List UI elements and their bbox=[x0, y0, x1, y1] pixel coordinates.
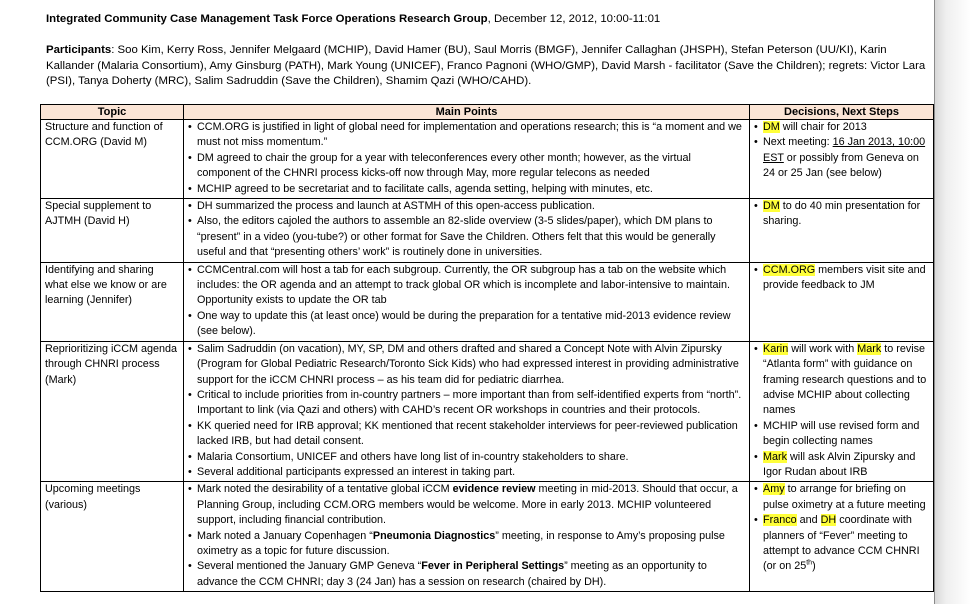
list-item: • MCHIP will use revised form and begin collecting names bbox=[754, 419, 929, 450]
topic-cell: Upcoming meetings (various) bbox=[41, 482, 184, 592]
decisions-cell bbox=[750, 199, 934, 263]
list-item: • Mark noted the desirability of a tentative global iCCM evidence review meeting in mid-2013. Should that occur, a Planning Group, including CCM.ORG members would be welcome. More in early 2013. MCHIP volunteered support, including financial contribution. bbox=[188, 482, 745, 528]
list-item: • Amy to arrange for briefing on pulse oximetry at a future meeting bbox=[754, 482, 929, 513]
list-item: • KK queried need for IRB approval; KK mentioned that recent stakeholder interviews for peer-reviewed publication lacked IRB, but had detail consent. bbox=[188, 419, 745, 450]
topic-cell: Identifying and sharing what else we know or are learning (Jennifer) bbox=[41, 262, 184, 341]
table-row bbox=[41, 120, 934, 199]
highlight: Amy bbox=[763, 483, 785, 496]
table-row bbox=[41, 482, 934, 592]
list-item: • Mark noted a January Copenhagen “Pneumonia Diagnostics” meeting, in response to Amy’s proposing pulse oximetry as a topic for future discussion. bbox=[188, 529, 745, 560]
highlight: Karin bbox=[763, 342, 789, 355]
points-cell bbox=[184, 199, 750, 263]
highlight: Franco bbox=[763, 514, 797, 527]
points-cell bbox=[184, 482, 750, 592]
document-title bbox=[46, 13, 660, 25]
minutes-table bbox=[40, 104, 934, 592]
highlight: DM bbox=[763, 200, 780, 213]
list-item: • Also, the editors cajoled the authors to assemble an 82-slide overview (3-5 slides/paper), which DM plans to “present” in a video (you-tube?) or other format for Save the Children. Others felt that this would be generally useful and that “presenting others’ work” is routinely done in universities. bbox=[188, 214, 745, 260]
participants-paragraph bbox=[46, 43, 926, 90]
meeting-date: 16 Jan 2013, 10:00 EST bbox=[763, 136, 926, 164]
header-topic: Topic bbox=[41, 105, 184, 120]
decisions-cell bbox=[750, 341, 934, 482]
list-item: • Malaria Consortium, UNICEF and others have long list of in-country stakeholders to share. bbox=[188, 450, 745, 465]
points-cell bbox=[184, 262, 750, 341]
participants-list: : Soo Kim, Kerry Ross, Jennifer Melgaard (MCHIP), David Hamer (BU), Saul Morris (BMGF), Jennifer Callaghan (JHSPH), Stefan Peterson (UU/KI), Karin Kallander (Malaria Consortium), Amy Ginsburg (PATH), Mark Young (UNICEF), Franco Pagnoni (WHO/GMP), David Marsh - facilitator (Save the Children); regrets: Victor Lara (PSI), Tanya Doherty (MRC), Salim Sadruddin (Save the Children), Shamim Qazi (WHO/CAHD). bbox=[46, 44, 926, 87]
header-decisions: Decisions, Next Steps bbox=[750, 105, 934, 120]
decisions-cell bbox=[750, 482, 934, 592]
decisions-cell bbox=[750, 262, 934, 341]
list-item: • CCMCentral.com will host a tab for each subgroup. Currently, the OR subgroup has a tab on the website which includes: the OR agenda and an attempt to track global OR which is incomplete and labor-intensive to maintain. Opportunity exists to update the OR tab bbox=[188, 263, 745, 309]
table-row bbox=[41, 199, 934, 263]
list-item: • DM will chair for 2013 bbox=[754, 120, 929, 135]
highlight: DH bbox=[820, 514, 837, 527]
title-bold: Integrated Community Case Management Task Force Operations Research Group bbox=[46, 13, 488, 25]
list-item: • DM to do 40 min presentation for sharing. bbox=[754, 199, 929, 230]
table-row bbox=[41, 341, 934, 482]
list-item: • CCM.ORG is justified in light of global need for implementation and operations research; this is “a moment and we must not miss momentum.” bbox=[188, 120, 745, 151]
page-shadow bbox=[935, 0, 971, 604]
list-item: • Franco and DH coordinate with planners of “Fever” meeting to attempt to advance CCM CHNRI (or on 25th) bbox=[754, 513, 929, 575]
list-item: • DM agreed to chair the group for a year with teleconferences every other month; however, as the virtual component of the CHNRI process kicks-off now through May, more regular telecons as needed bbox=[188, 151, 745, 182]
list-item: • One way to update this (at least once) would be during the preparation for a tentative mid-2013 evidence review (see below). bbox=[188, 309, 745, 340]
list-item: • CCM.ORG members visit site and provide feedback to JM bbox=[754, 263, 929, 294]
header-main-points: Main Points bbox=[184, 105, 750, 120]
decisions-cell bbox=[750, 120, 934, 199]
table-row bbox=[41, 262, 934, 341]
topic-cell: Reprioritizing iCCM agenda through CHNRI process (Mark) bbox=[41, 341, 184, 482]
highlight: CCM.ORG bbox=[763, 263, 816, 276]
list-item: • Several additional participants expressed an interest in taking part. bbox=[188, 465, 745, 480]
topic-cell: Special supplement to AJTMH (David H) bbox=[41, 199, 184, 263]
list-item: • Several mentioned the January GMP Geneva “Fever in Peripheral Settings” meeting as an opportunity to advance the CCM CHNRI; day 3 (24 Jan) has a session on research (chaired by DH). bbox=[188, 559, 745, 590]
list-item: • Next meeting: 16 Jan 2013, 10:00 EST or possibly from Geneva on 24 or 25 Jan (see below) bbox=[754, 135, 929, 181]
list-item: • Mark will ask Alvin Zipursky and Igor Rudan about IRB bbox=[754, 450, 929, 481]
list-item: • MCHIP agreed to be secretariat and to facilitate calls, agenda setting, helping with minutes, etc. bbox=[188, 182, 745, 197]
list-item: • Salim Sadruddin (on vacation), MY, SP, DM and others drafted and shared a Concept Note with Alvin Zipursky (Program for Global Pediatric Research/Toronto Sick Kids) who had expressed interest in providing administrative support for the iCCM CHNRI process – as his team did for pediatric diarrhea. bbox=[188, 342, 745, 388]
title-date: , December 12, 2012, 10:00-11:01 bbox=[487, 13, 661, 25]
list-item: • Karin will work with Mark to revise “Atlanta form” with guidance on framing research questions and to advise MCHIP about collecting names bbox=[754, 342, 929, 419]
highlight: Mark bbox=[857, 342, 882, 355]
points-cell bbox=[184, 341, 750, 482]
highlight: Mark bbox=[763, 450, 787, 463]
topic-cell: Structure and function of CCM.ORG (David M) bbox=[41, 120, 184, 199]
list-item: • Critical to include priorities from in-country partners – more important than from self-identified experts from “north”. Important to link (via Qazi and others) with CAHD’s recent OR workshops in countries and their protocols. bbox=[188, 388, 745, 419]
participants-label: Participants bbox=[46, 44, 112, 56]
list-item: • DH summarized the process and launch at ASTMH of this open-access publication. bbox=[188, 199, 745, 214]
highlight: DM bbox=[763, 121, 780, 133]
table-header-row bbox=[41, 105, 934, 120]
points-cell bbox=[184, 120, 750, 199]
